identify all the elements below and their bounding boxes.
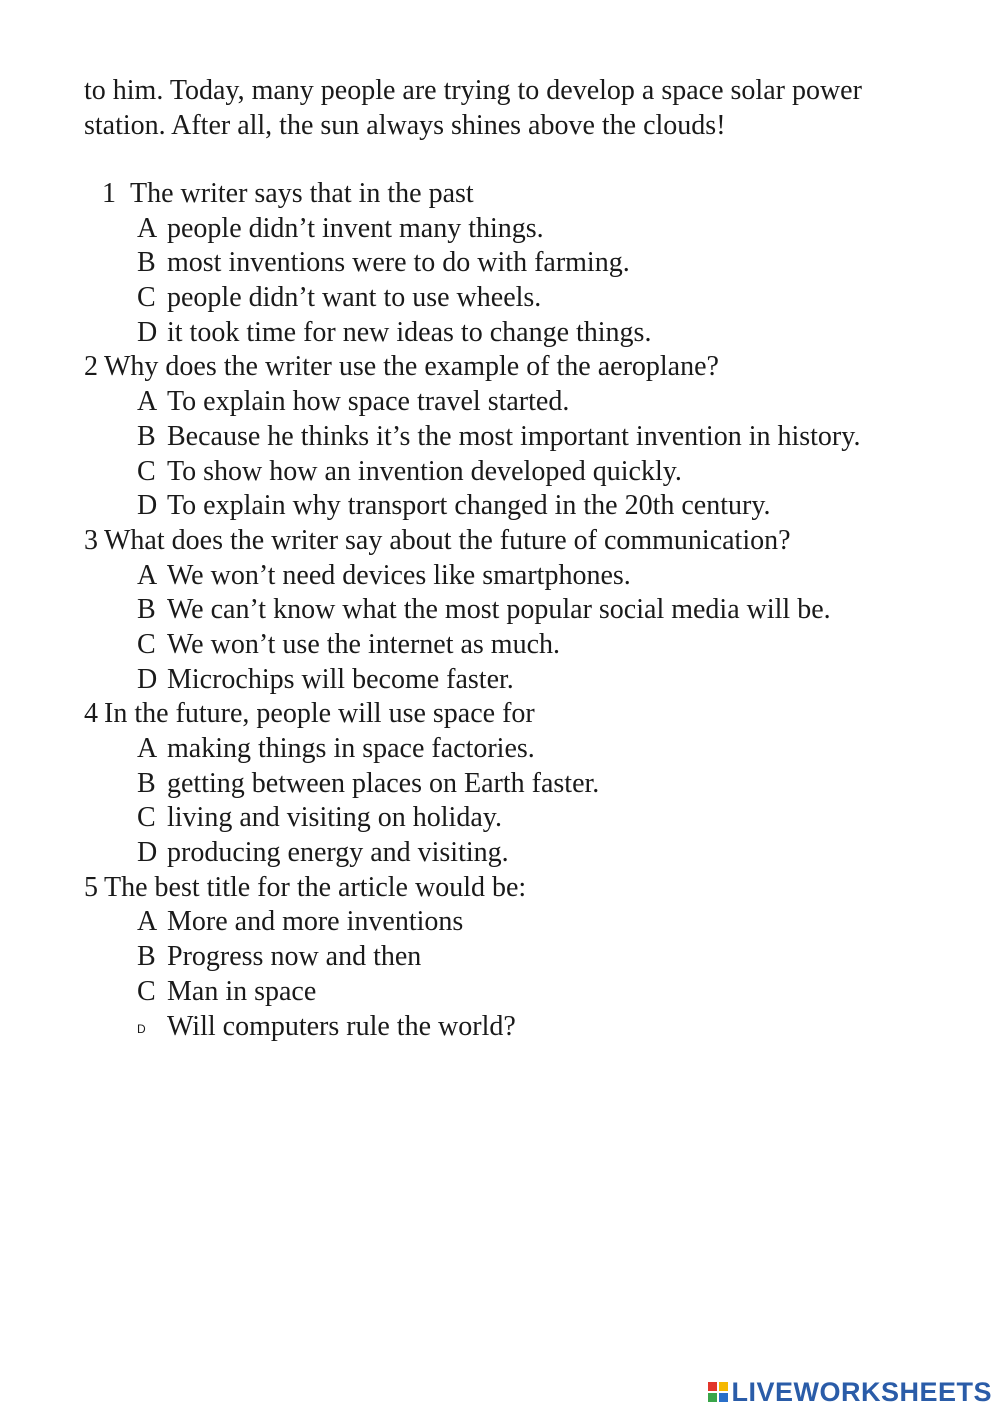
option-text: To explain why transport changed in the 20th century.: [167, 490, 771, 522]
reading-passage-ending: [84, 73, 964, 143]
option-4b[interactable]: [0, 767, 1000, 802]
option-text: most inventions were to do with farming.: [167, 247, 630, 279]
option-text: We won’t need devices like smartphones.: [167, 559, 631, 591]
option-letter: D: [137, 837, 158, 869]
option-letter: C: [137, 455, 156, 487]
question-text: The writer says that in the past: [130, 178, 474, 209]
option-1c[interactable]: [0, 281, 1000, 316]
option-letter: D: [137, 663, 158, 695]
option-letter: B: [137, 941, 156, 973]
question-text: The best title for the article would be:: [104, 871, 527, 903]
logo-square: [719, 1393, 728, 1402]
question-number: 1: [102, 178, 116, 209]
option-2c[interactable]: [0, 455, 1000, 490]
option-text: Because he thinks it’s the most important invention in history.: [167, 420, 861, 452]
logo-square: [708, 1382, 717, 1391]
option-text: living and visiting on holiday.: [167, 802, 502, 834]
option-letter: B: [137, 767, 156, 799]
option-letter: C: [137, 628, 156, 660]
option-letter: C: [137, 802, 156, 834]
option-3d[interactable]: [0, 663, 1000, 698]
option-2d[interactable]: [0, 489, 1000, 524]
option-letter: D: [137, 1021, 146, 1036]
option-text: We won’t use the internet as much.: [167, 628, 561, 660]
passage-line: to him. Today, many people are trying to develop a space solar power: [84, 75, 862, 106]
question-number: 2: [84, 351, 98, 383]
option-3a[interactable]: [0, 559, 1000, 594]
option-1a[interactable]: [0, 212, 1000, 247]
liveworksheets-logo-icon: [708, 1382, 728, 1402]
option-letter: B: [137, 420, 156, 452]
option-5d[interactable]: [0, 1010, 1000, 1045]
option-text: To show how an invention developed quickly.: [167, 455, 682, 487]
option-letter: D: [137, 490, 158, 522]
option-5b[interactable]: [0, 940, 1000, 975]
option-text: making things in space factories.: [167, 733, 535, 764]
question-1: [0, 177, 1000, 212]
option-letter: A: [137, 559, 158, 591]
option-text: Will computers rule the world?: [167, 1010, 516, 1042]
option-text: Progress now and then: [167, 941, 422, 973]
option-1d[interactable]: [0, 316, 1000, 351]
question-text: What does the writer say about the future of communication?: [104, 524, 791, 556]
question-2: [0, 350, 1000, 385]
option-text: producing energy and visiting.: [167, 837, 509, 869]
question-text: In the future, people will use space for: [104, 698, 535, 730]
option-5a[interactable]: [0, 905, 1000, 940]
option-letter: D: [137, 316, 158, 348]
option-2b[interactable]: [0, 420, 1000, 455]
question-5: [0, 871, 1000, 906]
option-letter: C: [137, 282, 156, 314]
question-4: [0, 697, 1000, 732]
option-text: Microchips will become faster.: [167, 663, 514, 695]
option-text: Man in space: [167, 975, 317, 1007]
option-text: people didn’t invent many things.: [167, 212, 544, 244]
option-letter: B: [137, 594, 156, 626]
option-text: it took time for new ideas to change things.: [167, 316, 652, 348]
liveworksheets-footer: [708, 1377, 992, 1407]
option-5c[interactable]: [0, 975, 1000, 1010]
option-letter: B: [137, 247, 156, 279]
option-4a[interactable]: [0, 732, 1000, 767]
option-letter: A: [137, 212, 158, 244]
question-number: 3: [84, 524, 98, 556]
option-3c[interactable]: [0, 628, 1000, 663]
question-3: [0, 524, 1000, 559]
option-letter: A: [137, 733, 158, 764]
option-text: getting between places on Earth faster.: [167, 767, 600, 799]
option-3b[interactable]: [0, 593, 1000, 628]
option-4c[interactable]: [0, 801, 1000, 836]
option-letter: C: [137, 975, 156, 1007]
question-text: Why does the writer use the example of the aeroplane?: [104, 351, 719, 383]
logo-square: [719, 1382, 728, 1391]
brand-name: LIVEWORKSHEETS: [731, 1376, 992, 1407]
question-list: [0, 177, 1000, 1044]
option-letter: A: [137, 386, 158, 418]
option-1b[interactable]: [0, 246, 1000, 281]
option-4d[interactable]: [0, 836, 1000, 871]
question-number: 4: [84, 698, 98, 730]
question-number: 5: [84, 871, 98, 903]
option-text: people didn’t want to use wheels.: [167, 282, 542, 314]
option-letter: A: [137, 906, 158, 938]
option-text: More and more inventions: [167, 906, 464, 938]
passage-line: station. After all, the sun always shines above the clouds!: [84, 110, 726, 141]
option-text: To explain how space travel started.: [167, 386, 570, 418]
option-text: We can’t know what the most popular social media will be.: [167, 594, 831, 626]
logo-square: [708, 1393, 717, 1402]
option-2a[interactable]: [0, 385, 1000, 420]
